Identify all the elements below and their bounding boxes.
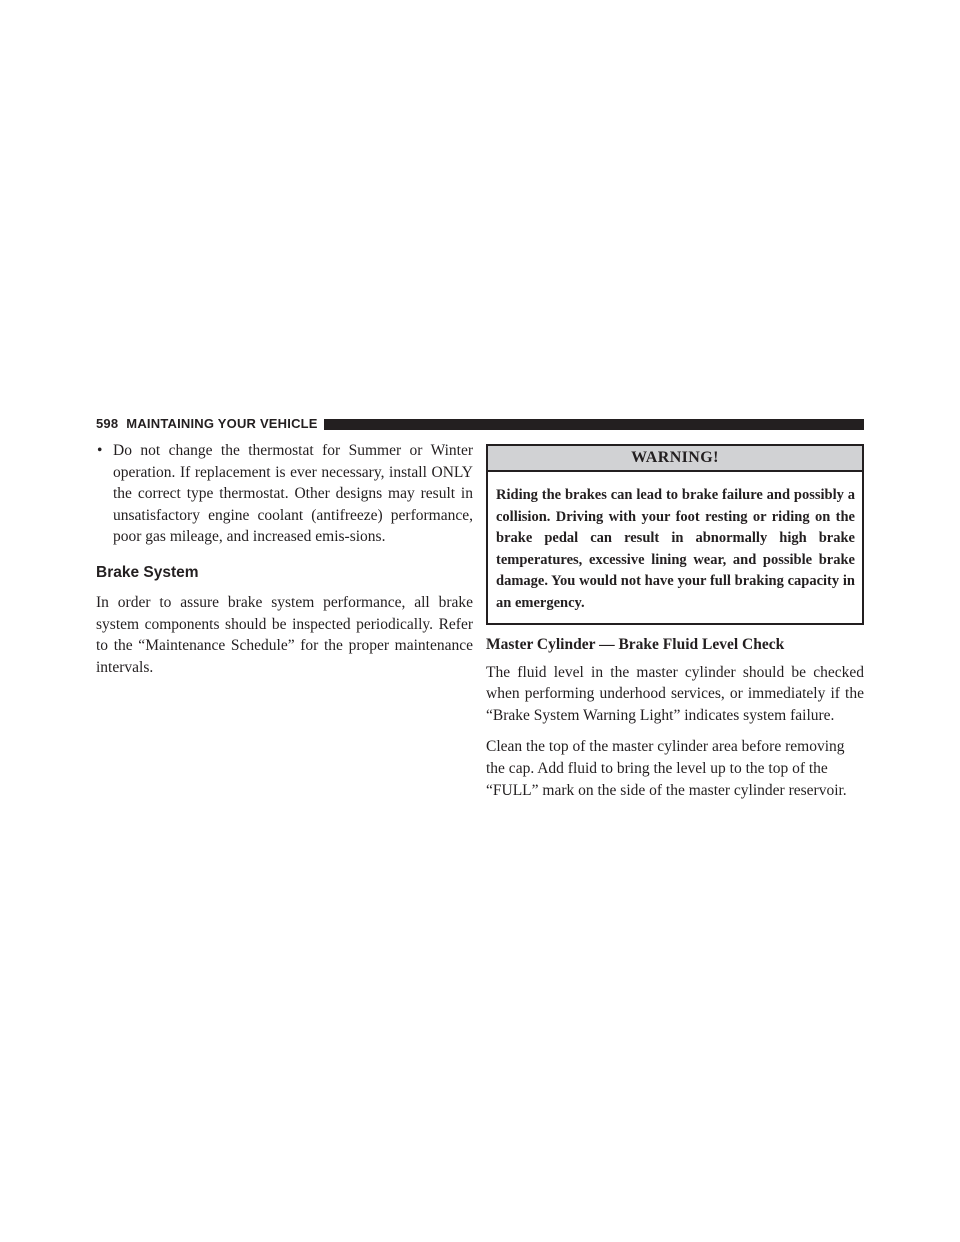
master-cylinder-paragraph-1: The fluid level in the master cylinder should be checked when performing underhood services, or immediately if the “Brake System Warning Light” indicates system failure.	[486, 663, 864, 724]
warning-box	[486, 444, 864, 625]
master-cylinder-heading: Master Cylinder — Brake Fluid Level Check	[486, 635, 785, 653]
header-rule	[324, 419, 864, 430]
warning-title: WARNING!	[488, 446, 862, 472]
brake-system-paragraph: In order to assure brake system performance, all brake system components should be inspected periodically. Refer to the “Maintenance Schedule” for the proper maintenance intervals.	[96, 593, 473, 676]
page-header	[96, 417, 864, 431]
left-column	[96, 440, 473, 678]
thermostat-bullet	[96, 440, 473, 548]
warning-text: Riding the brakes can lead to brake failure and possibly a collision. Driving with your foot resting or riding on the brake pedal can result in abnormally high brake temperatures, excessive lining wear, and possible brake damage. You would not have your full braking capacity in an emergency.	[496, 487, 855, 611]
page-number: 598	[96, 416, 119, 431]
bullet-icon: •	[97, 442, 103, 459]
right-column	[486, 444, 864, 811]
brake-system-heading: Brake System	[96, 563, 199, 581]
master-cylinder-paragraph-2: Clean the top of the master cylinder area before removing the cap. Add fluid to bring the level up to the top of the “FULL” mark on the side of the master cylinder reservoir.	[486, 738, 847, 799]
section-title: MAINTAINING YOUR VEHICLE	[126, 416, 318, 431]
bullet-text: Do not change the thermostat for Summer or Winter operation. If replacement is ever necessary, install ONLY the correct type thermostat. Other designs may result in unsatisfactory engine coolant (antifreeze) performance, poor gas mileage, and increased emis-sions.	[113, 442, 473, 546]
